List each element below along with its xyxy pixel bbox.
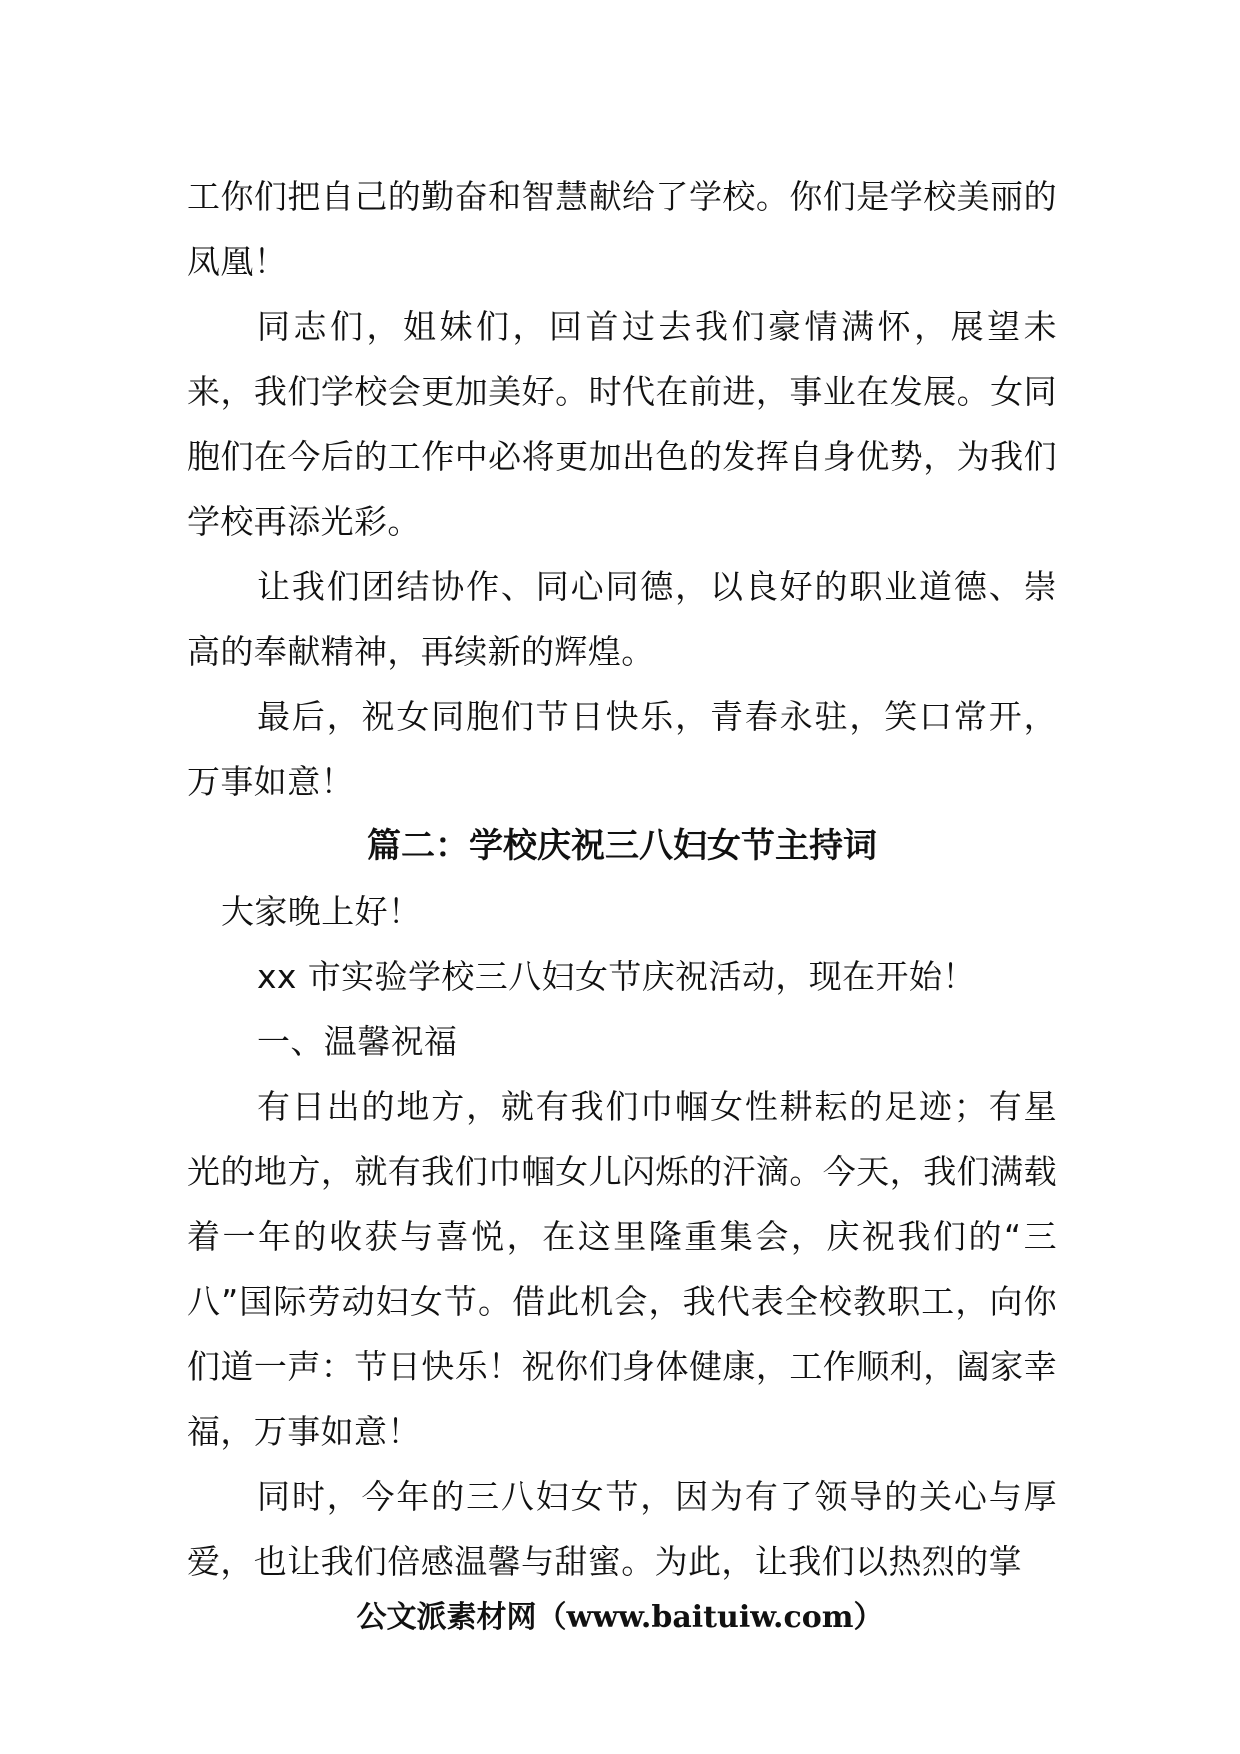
paragraph-leadership: 同时，今年的三八妇女节，因为有了领导的关心与厚爱，也让我们倍感温馨与甜蜜。为此，让我们以热烈的掌	[187, 1477, 1057, 1581]
paragraph-closing-wishes: 最后，祝女同胞们节日快乐，青春永驻，笑口常开，万事如意！	[187, 697, 1057, 801]
paragraph-opening: xx 市实验学校三八妇女节庆祝活动，现在开始！	[257, 957, 976, 996]
document-body	[187, 164, 1057, 1594]
footer-watermark: 公文派素材网（www.baituiw.com）	[356, 1600, 884, 1635]
paragraph-continuation: 工你们把自己的勤奋和智慧献给了学校。你们是学校美丽的凤凰！	[187, 177, 1057, 281]
paragraph-unity: 让我们团结协作、同心同德，以良好的职业道德、崇高的奉献精神，再续新的辉煌。	[187, 567, 1057, 671]
paragraph-sunrise: 有日出的地方，就有我们巾帼女性耕耘的足迹；有星光的地方，就有我们巾帼女儿闪烁的汗滴。今天，我们满载着一年的收获与喜悦，在这里隆重集会，庆祝我们的“三八”国际劳动妇女节。借此机会，我代表全校教职工，向你们道一声：节日快乐！祝你们身体健康，工作顺利，阖家幸福，万事如意！	[187, 1087, 1057, 1451]
paragraph-comrades: 同志们，姐妹们，回首过去我们豪情满怀，展望未来，我们学校会更加美好。时代在前进，事业在发展。女同胞们在今后的工作中必将更加出色的发挥自身优势，为我们学校再添光彩。	[187, 307, 1057, 541]
paragraph-subheading: 一、温馨祝福	[257, 1022, 458, 1061]
paragraph-greeting: 大家晚上好！	[221, 892, 422, 931]
section-title: 篇二：学校庆祝三八妇女节主持词	[367, 826, 877, 866]
